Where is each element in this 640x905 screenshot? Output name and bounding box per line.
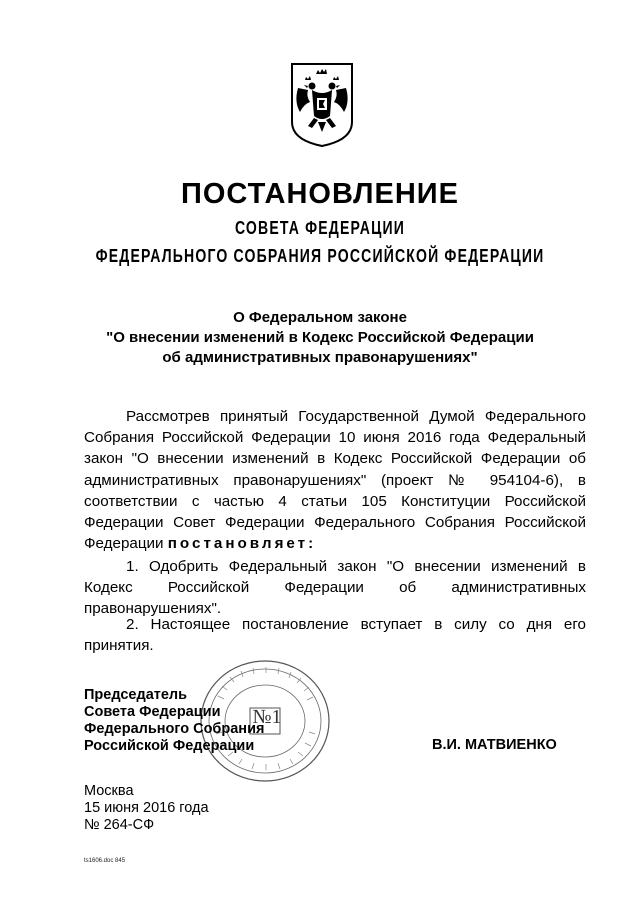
paragraph-line: Федерации Совет Федерации Федерального Собрания Российской <box>84 514 586 532</box>
item-1-paragraph <box>84 556 586 620</box>
coat-of-arms-icon <box>290 62 354 148</box>
paragraph-line: соответствии с частью 4 статьи 105 Конституции Российской <box>84 492 586 510</box>
signatory-line: Российской Федерации <box>84 738 255 754</box>
file-reference: ts1606.doc 845 <box>84 858 126 864</box>
paragraph-line: Собрания Российской Федерации 10 июня 2016 года Федеральный <box>84 429 586 447</box>
subject-line: "О внесении изменений в Кодекс Российской Федерации <box>106 329 534 346</box>
item-2-paragraph <box>84 614 586 656</box>
signatory-title <box>84 687 264 755</box>
issue-details <box>84 783 209 834</box>
document-subject <box>0 308 640 368</box>
paragraph-text: Федерации <box>84 535 168 553</box>
paragraph-line: принятия. <box>84 637 154 655</box>
document-subtitle-assembly: ФЕДЕРАЛЬНОГО СОБРАНИЯ РОССИЙСКОЙ ФЕДЕРАЦИИ <box>95 246 545 266</box>
stamp-number: №1 <box>252 706 282 728</box>
signatory-name: В.И. МАТВИЕНКО <box>432 737 557 753</box>
preamble-paragraph <box>84 406 586 554</box>
paragraph-line: Рассмотрев принятый Государственной Думой Федерального <box>126 408 586 425</box>
paragraph-line: закон "О внесении изменений в Кодекс Российской Федерации об <box>84 450 586 468</box>
paragraph-line: Кодекс Российской Федерации об административных <box>84 579 586 597</box>
paragraph-line: 2. Настоящее постановление вступает в силу со дня его <box>126 616 586 633</box>
document-subtitle-council: СОВЕТА ФЕДЕРАЦИИ <box>234 218 406 238</box>
paragraph-line: правонарушениях". <box>84 600 222 618</box>
signatory-line: Федерального Собрания <box>84 721 265 737</box>
paragraph-line <box>84 533 586 554</box>
signatory-line: Председатель <box>84 687 188 703</box>
issue-date: 15 июня 2016 года <box>84 800 209 816</box>
subject-line: О Федеральном законе <box>233 309 407 326</box>
signatory-line: Совета Федерации <box>84 704 221 720</box>
paragraph-line: 1. Одобрить Федеральный закон "О внесении изменений в <box>126 558 586 575</box>
paragraph-line: административных правонарушениях" (проект № 954104-6), в <box>84 471 586 489</box>
subject-line: об административных правонарушениях" <box>162 349 478 366</box>
resolves-keyword: постановляет: <box>167 535 317 553</box>
document-title: ПОСТАНОВЛЕНИЕ <box>181 178 459 210</box>
issue-city: Москва <box>84 783 134 799</box>
resolution-number: № 264-СФ <box>84 817 155 833</box>
